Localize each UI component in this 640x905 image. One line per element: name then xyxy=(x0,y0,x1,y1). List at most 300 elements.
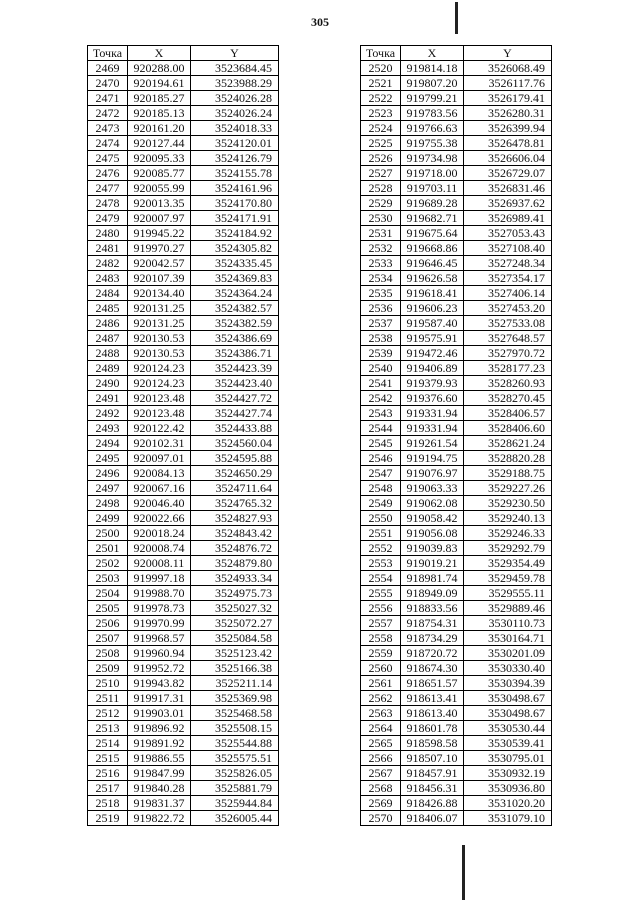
point-cell: 2506 xyxy=(88,616,128,631)
y-cell: 3528820.28 xyxy=(464,451,552,466)
y-cell: 3524423.39 xyxy=(191,361,279,376)
table-row xyxy=(361,331,552,346)
y-cell: 3525468.58 xyxy=(191,706,279,721)
x-cell: 920123.48 xyxy=(128,406,191,421)
y-cell: 3530498.67 xyxy=(464,706,552,721)
point-cell: 2554 xyxy=(361,571,401,586)
table-row xyxy=(361,616,552,631)
point-cell: 2559 xyxy=(361,646,401,661)
point-cell: 2493 xyxy=(88,421,128,436)
point-cell: 2544 xyxy=(361,421,401,436)
table-row xyxy=(88,736,279,751)
y-cell: 3524933.34 xyxy=(191,571,279,586)
table-row xyxy=(361,346,552,361)
point-cell: 2499 xyxy=(88,511,128,526)
point-cell: 2556 xyxy=(361,601,401,616)
table-row xyxy=(88,766,279,781)
table-row xyxy=(361,436,552,451)
point-cell: 2563 xyxy=(361,706,401,721)
point-cell: 2507 xyxy=(88,631,128,646)
point-cell: 2490 xyxy=(88,376,128,391)
x-cell: 920046.40 xyxy=(128,496,191,511)
x-cell: 919896.92 xyxy=(128,721,191,736)
y-cell: 3524876.72 xyxy=(191,541,279,556)
point-cell: 2545 xyxy=(361,436,401,451)
x-cell: 920185.27 xyxy=(128,91,191,106)
point-cell: 2513 xyxy=(88,721,128,736)
y-cell: 3524120.01 xyxy=(191,136,279,151)
point-cell: 2510 xyxy=(88,676,128,691)
point-cell: 2491 xyxy=(88,391,128,406)
y-cell: 3525166.38 xyxy=(191,661,279,676)
table-row xyxy=(88,256,279,271)
table-row xyxy=(88,346,279,361)
y-cell: 3526280.31 xyxy=(464,106,552,121)
y-cell: 3530110.73 xyxy=(464,616,552,631)
point-cell: 2530 xyxy=(361,211,401,226)
y-cell: 3527648.57 xyxy=(464,331,552,346)
table-row xyxy=(361,466,552,481)
y-cell: 3524018.33 xyxy=(191,121,279,136)
point-cell: 2562 xyxy=(361,691,401,706)
header-y: Y xyxy=(191,46,279,61)
x-cell: 918754.31 xyxy=(401,616,464,631)
table-row xyxy=(361,136,552,151)
table-header-row xyxy=(361,46,552,61)
x-cell: 919039.83 xyxy=(401,541,464,556)
point-cell: 2568 xyxy=(361,781,401,796)
point-cell: 2558 xyxy=(361,631,401,646)
x-cell: 919194.75 xyxy=(401,451,464,466)
page-number: 305 xyxy=(311,15,329,29)
table-row xyxy=(361,211,552,226)
y-cell: 3530330.40 xyxy=(464,661,552,676)
table-row xyxy=(361,481,552,496)
table-row xyxy=(361,226,552,241)
point-cell: 2555 xyxy=(361,586,401,601)
point-cell: 2565 xyxy=(361,736,401,751)
table-row xyxy=(88,526,279,541)
header-y: Y xyxy=(464,46,552,61)
x-cell: 918613.40 xyxy=(401,706,464,721)
table-row xyxy=(88,421,279,436)
x-cell: 919783.56 xyxy=(401,106,464,121)
x-cell: 920131.25 xyxy=(128,316,191,331)
x-cell: 919822.72 xyxy=(128,811,191,826)
x-cell: 918651.57 xyxy=(401,676,464,691)
table-row xyxy=(361,736,552,751)
point-cell: 2533 xyxy=(361,256,401,271)
point-cell: 2570 xyxy=(361,811,401,826)
table-row xyxy=(361,541,552,556)
table-row xyxy=(361,286,552,301)
point-cell: 2561 xyxy=(361,676,401,691)
table-row xyxy=(361,61,552,76)
table-row xyxy=(88,691,279,706)
scan-mark-top xyxy=(455,2,458,34)
point-cell: 2508 xyxy=(88,646,128,661)
y-cell: 3526399.94 xyxy=(464,121,552,136)
point-cell: 2501 xyxy=(88,541,128,556)
x-cell: 919575.91 xyxy=(401,331,464,346)
x-cell: 919261.54 xyxy=(401,436,464,451)
point-cell: 2512 xyxy=(88,706,128,721)
x-cell: 920124.23 xyxy=(128,376,191,391)
table-row xyxy=(361,151,552,166)
y-cell: 3530164.71 xyxy=(464,631,552,646)
table-row xyxy=(88,406,279,421)
y-cell: 3529889.46 xyxy=(464,601,552,616)
point-cell: 2567 xyxy=(361,766,401,781)
y-cell: 3530394.39 xyxy=(464,676,552,691)
table-row xyxy=(361,451,552,466)
x-cell: 919646.45 xyxy=(401,256,464,271)
x-cell: 919062.08 xyxy=(401,496,464,511)
table-row xyxy=(361,766,552,781)
y-cell: 3531020.20 xyxy=(464,796,552,811)
table-row xyxy=(361,166,552,181)
point-cell: 2547 xyxy=(361,466,401,481)
y-cell: 3525084.58 xyxy=(191,631,279,646)
y-cell: 3525544.88 xyxy=(191,736,279,751)
point-cell: 2551 xyxy=(361,526,401,541)
y-cell: 3530932.19 xyxy=(464,766,552,781)
y-cell: 3526937.62 xyxy=(464,196,552,211)
x-cell: 918833.56 xyxy=(401,601,464,616)
x-cell: 918720.72 xyxy=(401,646,464,661)
y-cell: 3529188.75 xyxy=(464,466,552,481)
point-cell: 2511 xyxy=(88,691,128,706)
table-row xyxy=(88,751,279,766)
x-cell: 918613.41 xyxy=(401,691,464,706)
y-cell: 3529459.78 xyxy=(464,571,552,586)
x-cell: 919406.89 xyxy=(401,361,464,376)
y-cell: 3531079.10 xyxy=(464,811,552,826)
table-row xyxy=(88,556,279,571)
point-cell: 2476 xyxy=(88,166,128,181)
y-cell: 3524184.92 xyxy=(191,226,279,241)
y-cell: 3524126.79 xyxy=(191,151,279,166)
y-cell: 3525369.98 xyxy=(191,691,279,706)
table-row xyxy=(88,436,279,451)
point-cell: 2509 xyxy=(88,661,128,676)
table-row xyxy=(88,676,279,691)
table-row xyxy=(88,331,279,346)
x-cell: 919076.97 xyxy=(401,466,464,481)
header-point: Точка xyxy=(88,46,128,61)
table-body-left xyxy=(88,61,279,826)
x-cell: 920122.42 xyxy=(128,421,191,436)
y-cell: 3524305.82 xyxy=(191,241,279,256)
table-row xyxy=(88,586,279,601)
point-cell: 2496 xyxy=(88,466,128,481)
x-cell: 919587.40 xyxy=(401,316,464,331)
point-cell: 2542 xyxy=(361,391,401,406)
y-cell: 3526831.46 xyxy=(464,181,552,196)
y-cell: 3530201.09 xyxy=(464,646,552,661)
point-cell: 2485 xyxy=(88,301,128,316)
point-cell: 2473 xyxy=(88,121,128,136)
point-cell: 2500 xyxy=(88,526,128,541)
x-cell: 919063.33 xyxy=(401,481,464,496)
x-cell: 918734.29 xyxy=(401,631,464,646)
table-row xyxy=(361,556,552,571)
x-cell: 918601.78 xyxy=(401,721,464,736)
table-row xyxy=(88,781,279,796)
y-cell: 3529246.33 xyxy=(464,526,552,541)
table-row xyxy=(88,271,279,286)
x-cell: 919917.31 xyxy=(128,691,191,706)
y-cell: 3524423.40 xyxy=(191,376,279,391)
y-cell: 3525575.51 xyxy=(191,751,279,766)
table-row xyxy=(361,511,552,526)
x-cell: 919970.99 xyxy=(128,616,191,631)
point-cell: 2538 xyxy=(361,331,401,346)
point-cell: 2486 xyxy=(88,316,128,331)
table-row xyxy=(361,76,552,91)
y-cell: 3530539.41 xyxy=(464,736,552,751)
x-cell: 919847.99 xyxy=(128,766,191,781)
y-cell: 3530936.80 xyxy=(464,781,552,796)
table-row xyxy=(88,241,279,256)
table-row xyxy=(88,511,279,526)
table-row xyxy=(88,91,279,106)
y-cell: 3529240.13 xyxy=(464,511,552,526)
point-cell: 2546 xyxy=(361,451,401,466)
x-cell: 919703.11 xyxy=(401,181,464,196)
x-cell: 920013.35 xyxy=(128,196,191,211)
y-cell: 3528406.57 xyxy=(464,406,552,421)
x-cell: 920022.66 xyxy=(128,511,191,526)
x-cell: 919058.42 xyxy=(401,511,464,526)
table-row xyxy=(361,751,552,766)
point-cell: 2541 xyxy=(361,376,401,391)
point-cell: 2548 xyxy=(361,481,401,496)
table-row xyxy=(361,241,552,256)
y-cell: 3530795.01 xyxy=(464,751,552,766)
x-cell: 919997.18 xyxy=(128,571,191,586)
y-cell: 3524171.91 xyxy=(191,211,279,226)
x-cell: 920288.00 xyxy=(128,61,191,76)
point-cell: 2535 xyxy=(361,286,401,301)
table-row xyxy=(361,706,552,721)
table-row xyxy=(361,721,552,736)
point-cell: 2552 xyxy=(361,541,401,556)
point-cell: 2524 xyxy=(361,121,401,136)
table-row xyxy=(361,601,552,616)
point-cell: 2521 xyxy=(361,76,401,91)
point-cell: 2539 xyxy=(361,346,401,361)
table-row xyxy=(361,496,552,511)
y-cell: 3524711.64 xyxy=(191,481,279,496)
y-cell: 3526606.04 xyxy=(464,151,552,166)
coordinates-table-right xyxy=(360,45,552,826)
x-cell: 919891.92 xyxy=(128,736,191,751)
x-cell: 919988.70 xyxy=(128,586,191,601)
y-cell: 3529555.11 xyxy=(464,586,552,601)
point-cell: 2560 xyxy=(361,661,401,676)
y-cell: 3529227.26 xyxy=(464,481,552,496)
table-row xyxy=(361,91,552,106)
x-cell: 919379.93 xyxy=(401,376,464,391)
point-cell: 2536 xyxy=(361,301,401,316)
table-row xyxy=(88,571,279,586)
x-cell: 919903.01 xyxy=(128,706,191,721)
point-cell: 2517 xyxy=(88,781,128,796)
x-cell: 918457.91 xyxy=(401,766,464,781)
y-cell: 3524427.74 xyxy=(191,406,279,421)
table-row xyxy=(88,466,279,481)
x-cell: 918406.07 xyxy=(401,811,464,826)
y-cell: 3524827.93 xyxy=(191,511,279,526)
point-cell: 2550 xyxy=(361,511,401,526)
x-cell: 919831.37 xyxy=(128,796,191,811)
y-cell: 3527108.40 xyxy=(464,241,552,256)
point-cell: 2516 xyxy=(88,766,128,781)
x-cell: 920008.74 xyxy=(128,541,191,556)
header-x: X xyxy=(128,46,191,61)
x-cell: 918674.30 xyxy=(401,661,464,676)
table-row xyxy=(88,706,279,721)
point-cell: 2498 xyxy=(88,496,128,511)
x-cell: 919689.28 xyxy=(401,196,464,211)
y-cell: 3527248.34 xyxy=(464,256,552,271)
y-cell: 3524386.69 xyxy=(191,331,279,346)
x-cell: 919675.64 xyxy=(401,226,464,241)
table-row xyxy=(361,676,552,691)
point-cell: 2549 xyxy=(361,496,401,511)
y-cell: 3530530.44 xyxy=(464,721,552,736)
scan-mark-bottom xyxy=(462,845,465,900)
x-cell: 919618.41 xyxy=(401,286,464,301)
point-cell: 2482 xyxy=(88,256,128,271)
point-cell: 2543 xyxy=(361,406,401,421)
table-row xyxy=(88,451,279,466)
header-x: X xyxy=(401,46,464,61)
y-cell: 3524433.88 xyxy=(191,421,279,436)
table-row xyxy=(361,121,552,136)
x-cell: 920194.61 xyxy=(128,76,191,91)
point-cell: 2566 xyxy=(361,751,401,766)
table-row xyxy=(361,256,552,271)
x-cell: 919978.73 xyxy=(128,601,191,616)
x-cell: 920042.57 xyxy=(128,256,191,271)
point-cell: 2528 xyxy=(361,181,401,196)
point-cell: 2495 xyxy=(88,451,128,466)
point-cell: 2477 xyxy=(88,181,128,196)
x-cell: 920018.24 xyxy=(128,526,191,541)
table-row xyxy=(88,481,279,496)
y-cell: 3525881.79 xyxy=(191,781,279,796)
table-row xyxy=(361,196,552,211)
table-row xyxy=(88,796,279,811)
y-cell: 3524975.73 xyxy=(191,586,279,601)
table-row xyxy=(361,106,552,121)
table-row xyxy=(88,196,279,211)
y-cell: 3529354.49 xyxy=(464,556,552,571)
y-cell: 3526005.44 xyxy=(191,811,279,826)
y-cell: 3527406.14 xyxy=(464,286,552,301)
x-cell: 919970.27 xyxy=(128,241,191,256)
table-row xyxy=(88,121,279,136)
table-row xyxy=(88,661,279,676)
point-cell: 2569 xyxy=(361,796,401,811)
x-cell: 920107.39 xyxy=(128,271,191,286)
x-cell: 920084.13 xyxy=(128,466,191,481)
y-cell: 3524427.72 xyxy=(191,391,279,406)
y-cell: 3525211.14 xyxy=(191,676,279,691)
x-cell: 918456.31 xyxy=(401,781,464,796)
point-cell: 2514 xyxy=(88,736,128,751)
x-cell: 920007.97 xyxy=(128,211,191,226)
x-cell: 920127.44 xyxy=(128,136,191,151)
y-cell: 3524335.45 xyxy=(191,256,279,271)
x-cell: 920085.77 xyxy=(128,166,191,181)
point-cell: 2531 xyxy=(361,226,401,241)
table-row xyxy=(361,571,552,586)
table-row xyxy=(361,691,552,706)
x-cell: 919799.21 xyxy=(401,91,464,106)
table-row xyxy=(361,421,552,436)
y-cell: 3528270.45 xyxy=(464,391,552,406)
header-point: Точка xyxy=(361,46,401,61)
x-cell: 919734.98 xyxy=(401,151,464,166)
point-cell: 2503 xyxy=(88,571,128,586)
table-row xyxy=(361,181,552,196)
y-cell: 3525027.32 xyxy=(191,601,279,616)
y-cell: 3523988.29 xyxy=(191,76,279,91)
x-cell: 919331.94 xyxy=(401,406,464,421)
point-cell: 2470 xyxy=(88,76,128,91)
y-cell: 3526478.81 xyxy=(464,136,552,151)
table-header-row xyxy=(88,46,279,61)
x-cell: 920055.99 xyxy=(128,181,191,196)
y-cell: 3524650.29 xyxy=(191,466,279,481)
y-cell: 3524382.57 xyxy=(191,301,279,316)
y-cell: 3524595.88 xyxy=(191,451,279,466)
x-cell: 919668.86 xyxy=(401,241,464,256)
x-cell: 920095.33 xyxy=(128,151,191,166)
point-cell: 2483 xyxy=(88,271,128,286)
table-row xyxy=(88,61,279,76)
x-cell: 919472.46 xyxy=(401,346,464,361)
table-row xyxy=(88,541,279,556)
x-cell: 919766.63 xyxy=(401,121,464,136)
table-row xyxy=(88,361,279,376)
y-cell: 3528406.60 xyxy=(464,421,552,436)
x-cell: 920067.16 xyxy=(128,481,191,496)
x-cell: 919814.18 xyxy=(401,61,464,76)
x-cell: 919626.58 xyxy=(401,271,464,286)
x-cell: 919886.55 xyxy=(128,751,191,766)
x-cell: 919952.72 xyxy=(128,661,191,676)
x-cell: 920097.01 xyxy=(128,451,191,466)
y-cell: 3524386.71 xyxy=(191,346,279,361)
y-cell: 3528621.24 xyxy=(464,436,552,451)
x-cell: 918949.09 xyxy=(401,586,464,601)
point-cell: 2479 xyxy=(88,211,128,226)
y-cell: 3524560.04 xyxy=(191,436,279,451)
table-row xyxy=(361,586,552,601)
y-cell: 3526179.41 xyxy=(464,91,552,106)
y-cell: 3526989.41 xyxy=(464,211,552,226)
x-cell: 920161.20 xyxy=(128,121,191,136)
point-cell: 2502 xyxy=(88,556,128,571)
point-cell: 2522 xyxy=(361,91,401,106)
y-cell: 3524364.24 xyxy=(191,286,279,301)
table-row xyxy=(88,286,279,301)
point-cell: 2557 xyxy=(361,616,401,631)
